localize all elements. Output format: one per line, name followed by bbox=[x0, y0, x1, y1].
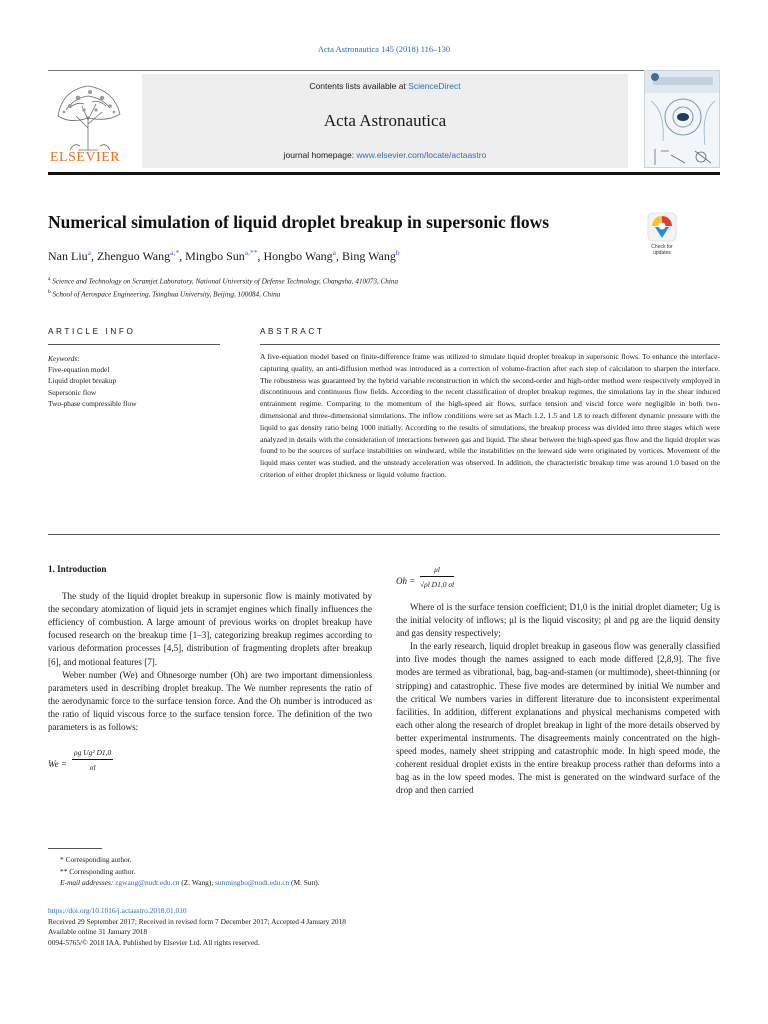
affiliation-marker: a bbox=[48, 276, 51, 282]
journal-homepage-link[interactable]: www.elsevier.com/locate/actaastro bbox=[356, 150, 487, 160]
footnote: ** Corresponding author. bbox=[60, 866, 136, 876]
crossmark-label: Check for updates bbox=[651, 244, 673, 256]
affiliation bbox=[48, 274, 398, 287]
masthead-rule-top bbox=[48, 70, 720, 71]
affiliation-marker: b bbox=[48, 289, 51, 296]
author-list: Nan Liu$^a$, Zhenguo Wang$^{a,*}$, Mingbo Sun$^{a,**}$, Hongbo Wang$^a$, Bing Wang$^b$ bbox=[48, 248, 400, 263]
received-dates: Received 29 September 2017; Received in revised form 7 December 2017; Accepted 4 January 2018 bbox=[48, 916, 346, 926]
body-paragraph: In the early research, liquid droplet breakup in gaseous flow was generally classified into five modes though the names assigned to each mode differed [2,8,9]. The five modes are termed as vibrational, bag, bag-and-stamen (or multimode), sheet-thinning (or stripping) and catastrophic. These five modes are determined by initial We number and the critical We numbers varies in different literature due to inconsistent experimental facilities. In addition, different explanations and physical mechanisms competed with each other along the research of droplet breakup in light of the more details observed by better experimental instruments. The disagreements mainly concentrated on the high-speed modes, namely sheet stripping and catastrophic mode. In high speed mode, the coherent residual droplet exists in the entire breakup process rather than deforms into a bag as in the low speed modes. The mist is generated on the windward surface of the drop and then carried bbox=[396, 641, 720, 796]
affiliation bbox=[48, 287, 398, 300]
affiliation-text: Science and Technology on Scramjet Laboratory, National University of Defense Technology, Changsha, 410073, China bbox=[52, 277, 399, 286]
homepage-line bbox=[142, 150, 628, 160]
equation-denominator: σl bbox=[89, 763, 96, 773]
contents-prefix: Contents lists available at bbox=[309, 81, 409, 91]
equation-lhs: We = bbox=[48, 759, 67, 770]
email-line bbox=[48, 877, 372, 889]
crossmark-badge[interactable] bbox=[647, 212, 677, 256]
equation-we bbox=[48, 746, 372, 780]
author-affil-marker[interactable]: a,** bbox=[244, 248, 258, 257]
article-frontmatter bbox=[48, 906, 346, 948]
equation-numerator: ρg Ug² D1,0 bbox=[72, 746, 113, 760]
footnotes bbox=[48, 848, 372, 889]
online-date: Available online 31 January 2018 bbox=[48, 927, 148, 937]
equation-fraction bbox=[72, 746, 113, 774]
author-affil-marker[interactable]: b bbox=[395, 248, 400, 257]
footnote: * Corresponding author. bbox=[60, 855, 132, 864]
abstract-text: A five-equation model based on finite-difference frame was utilized to simulate liquid droplet breakup in supersonic flows. To enhance the interface-capturing quality, an anti-diffusion method was introduced as a correction of volume-fraction after each step of calculation to sharpen the interface. The robustness was guaranteed by the hybrid variable reconstruction in which the second-order and high-order method were respectively employed in discontinuous and continuous flow fields. According to the recent classification of droplet breakup regimes, the simulations lay in the shear induced entrainment regime. Comparing to the momentum of the high-speed air flows, surface tension and viscid force were negligible in both two-dimensional and three-dimensional simulations. The inflow conditions were set as Mach 1.2, 1.5 and 1.8 to reach different dynamic pressure with the liquid to gas density ratio being 1000 initially. According to the results of simulations, the breakup process was divided into three stages which were analyzed in details with the consideration of interactions between gas and liquid. The shear between the high-speed gas flow and the liquid droplet was found to be the sources of surface instabilities on windward, while the instabilities on the leeward side were originated by vortices. Movement of the liquid mass center was studied, and the unsteady acceleration was observed. In addition, the characteristic breakup time was around 1.0 based on the criterion of either droplet thickness or liquid volume fraction. bbox=[260, 352, 720, 479]
article-info-heading: ARTICLE INFO bbox=[48, 327, 136, 336]
equation-lhs: Oh = bbox=[396, 576, 416, 586]
crossmark-icon bbox=[647, 212, 677, 242]
keyword: Liquid droplet breakup bbox=[48, 376, 117, 386]
journal-name: Acta Astronautica bbox=[323, 111, 447, 130]
affiliation-text: School of Aerospace Engineering, Tsinghua University, Beijing, 100084, China bbox=[52, 290, 281, 299]
contents-line bbox=[142, 81, 628, 91]
journal-cover-thumbnail[interactable] bbox=[644, 70, 720, 168]
email-link[interactable]: sunmingbo@nudt.edu.cn bbox=[215, 878, 290, 888]
abstract-heading: ABSTRACT bbox=[260, 327, 325, 336]
author-name[interactable]: Nan Liu bbox=[48, 249, 88, 263]
email-link[interactable]: zgwang@nudt.edu.cn bbox=[115, 878, 180, 888]
equation-numerator: μl bbox=[420, 563, 454, 577]
author-name[interactable]: Bing Wang bbox=[342, 249, 396, 263]
journal-citation[interactable]: Acta Astronautica 145 (2018) 116–130 bbox=[317, 44, 451, 54]
author-name[interactable]: Mingbo Sun bbox=[185, 249, 245, 263]
body-column-left bbox=[48, 563, 372, 780]
keyword: Five-equation model bbox=[48, 365, 110, 375]
equation-fraction bbox=[420, 563, 454, 591]
body-paragraph: Where σl is the surface tension coefficient; D1,0 is the initial droplet diameter; Ug is the initial velocity of inflows; μl is the liquid viscosity; ρl and ρg are the liquid density and gas density respectively; bbox=[396, 602, 720, 639]
body-paragraph: The study of the liquid droplet breakup in supersonic flow is mainly motivated by the secondary atomization of liquid jets in scramjet engines which finally influences the efficiency of combustion. A large amount of previous works on droplet breakup have focused research on the breakup time [1–3], categorizing breakup regimes according to various deformation processes [4,5], distribution of fragmenting droplets after breakup [6], and motional features [7]. bbox=[48, 591, 372, 667]
email-label: E-mail addresses: bbox=[60, 878, 116, 888]
copyright: 0094-5765/© 2018 IAA. Published by Elsevier Ltd. All rights reserved. bbox=[48, 937, 260, 947]
footnote-rule bbox=[48, 848, 102, 849]
author-name[interactable]: Hongbo Wang bbox=[263, 249, 333, 263]
affiliations bbox=[48, 274, 398, 301]
elsevier-tree-icon bbox=[48, 76, 128, 152]
equation-denominator: √ρl D1,0 σl bbox=[420, 580, 455, 590]
author-name[interactable]: Zhenguo Wang bbox=[97, 249, 171, 263]
article-info-rule bbox=[48, 344, 220, 345]
article-title: Numerical simulation of liquid droplet breakup in supersonic flows bbox=[48, 212, 550, 232]
equation-oh bbox=[396, 563, 720, 597]
author-affil-marker[interactable]: a,* bbox=[170, 248, 180, 257]
doi-link[interactable]: https://doi.org/10.1016/j.actaastro.2018.01.010 bbox=[48, 906, 187, 915]
elsevier-logo[interactable] bbox=[48, 76, 128, 168]
homepage-label: journal homepage: bbox=[283, 150, 357, 160]
body-column-right bbox=[396, 563, 720, 797]
email-owner: (Z. Wang), bbox=[179, 878, 216, 888]
sciencedirect-link[interactable]: ScienceDirect bbox=[408, 81, 461, 91]
abstract-bottom-rule bbox=[48, 534, 720, 535]
journal-info-box bbox=[142, 74, 628, 168]
journal-masthead bbox=[48, 70, 720, 170]
body-paragraph: Weber number (We) and Ohnesorge number (Oh) are two important dimensionless parameters used in describing droplet breakup. The We number represents the ratio of the aerodynamic force to the surface tension force. And the Oh number is introduced as the ratio of liquid viscous force to the surface tension force. The definition of the two parameters is as follows: bbox=[48, 669, 372, 733]
keyword: Supersonic flow bbox=[48, 387, 97, 397]
keyword: Two-phase compressible flow bbox=[48, 398, 137, 408]
author-affil-marker[interactable]: a bbox=[87, 248, 91, 257]
keywords-label: Keywords: bbox=[48, 354, 80, 363]
masthead-rule-bottom bbox=[48, 172, 720, 175]
elsevier-wordmark: ELSEVIER bbox=[50, 150, 121, 165]
journal-cover-art-icon bbox=[645, 71, 720, 168]
email-owner: (M. Sun). bbox=[289, 878, 320, 888]
keywords-block bbox=[48, 353, 137, 409]
abstract-rule bbox=[260, 344, 720, 345]
section-title: 1. Introduction bbox=[48, 564, 107, 574]
author-affil-marker[interactable]: a bbox=[332, 248, 336, 257]
